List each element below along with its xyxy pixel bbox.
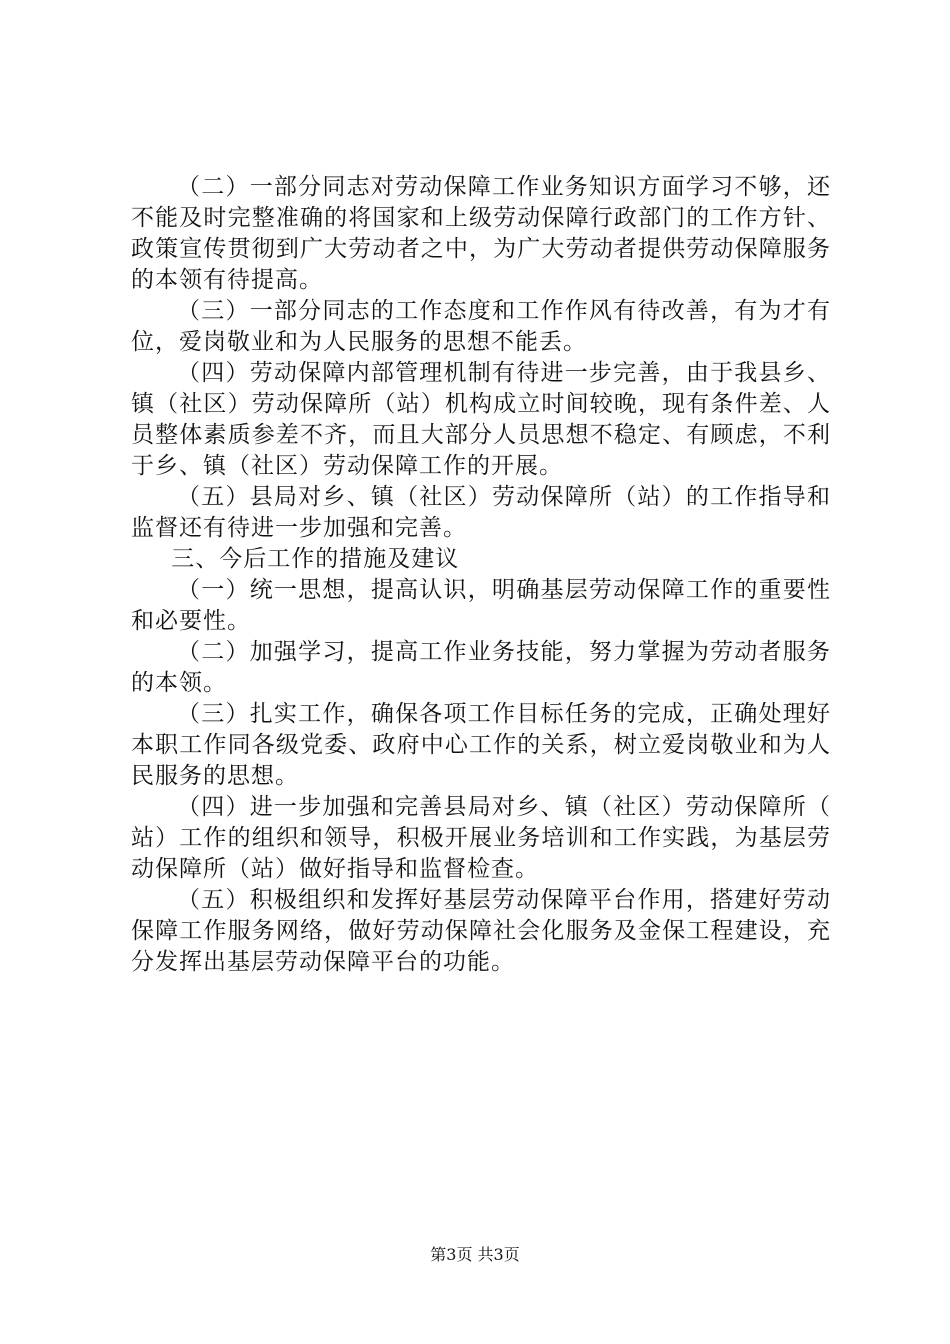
paragraph-measure-4: （四）进一步加强和完善县局对乡、镇（社区）劳动保障所（站）工作的组织和领导，积极开展业务培训和工作实践，为基层劳动保障所（站）做好指导和监督检查。 (131, 794, 831, 882)
paragraph-measure-5: （五）积极组织和发挥好基层劳动保障平台作用，搭建好劳动保障工作服务网络，做好劳动保障社会化服务及金保工程建设，充分发挥出基层劳动保障平台的功能。 (131, 887, 831, 975)
paragraph-issue-5: （五）县局对乡、镇（社区）劳动保障所（站）的工作指导和监督还有待进一步加强和完善。 (131, 484, 831, 541)
document-body (131, 172, 831, 978)
page-number-footer: 第3页 共3页 (430, 1245, 520, 1264)
paragraph-issue-2: （二）一部分同志对劳动保障工作业务知识方面学习不够，还不能及时完整准确的将国家和上级劳动保障行政部门的工作方针、政策宣传贯彻到广大劳动者之中，为广大劳动者提供劳动保障服务的本领有待提高。 (131, 174, 831, 293)
paragraph-issue-3: （三）一部分同志的工作态度和工作作风有待改善，有为才有位，爱岗敬业和为人民服务的思想不能丢。 (131, 298, 831, 355)
paragraph-measure-1: （一）统一思想，提高认识，明确基层劳动保障工作的重要性和必要性。 (131, 577, 831, 634)
paragraph-measure-2: （二）加强学习，提高工作业务技能，努力掌握为劳动者服务的本领。 (131, 639, 831, 696)
section-heading-measures: 三、今后工作的措施及建议 (171, 546, 460, 572)
paragraph-issue-4: （四）劳动保障内部管理机制有待进一步完善，由于我县乡、镇（社区）劳动保障所（站）机构成立时间较晚，现有条件差、人员整体素质参差不齐，而且大部分人员思想不稳定、有顾虑，不利于乡、镇（社区）劳动保障工作的开展。 (131, 360, 831, 479)
paragraph-measure-3: （三）扎实工作，确保各项工作目标任务的完成，正确处理好本职工作同各级党委、政府中心工作的关系，树立爱岗敬业和为人民服务的思想。 (131, 701, 831, 789)
